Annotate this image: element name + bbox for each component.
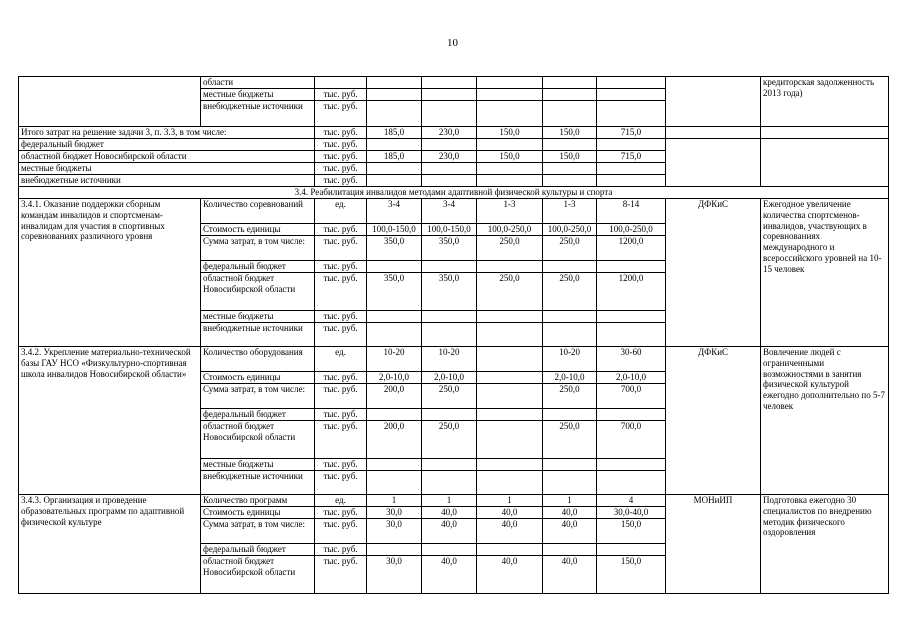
value-cell: 40,0 (543, 556, 597, 594)
indicator-cell: Сумма затрат, в том числе: (201, 236, 315, 261)
value-cell: 40,0 (543, 519, 597, 544)
unit-cell (315, 77, 367, 89)
value-cell: 10-20 (543, 347, 597, 372)
value-cell: 350,0 (422, 273, 477, 311)
value-cell (543, 323, 597, 347)
indicator-cell: областной бюджет Новосибирской области (201, 273, 315, 311)
value-cell (477, 261, 543, 273)
totals-label-cell: местные бюджеты (19, 163, 315, 175)
unit-cell: тыс. руб. (315, 139, 367, 151)
totals-label-cell: Итого затрат на решение задачи 3, п. 3.3, в том числе: (19, 127, 315, 139)
value-cell: 200,0 (367, 384, 422, 409)
measure-name-cell (19, 77, 201, 127)
executor-cell (666, 77, 761, 127)
indicator-cell: Количество соревнований (201, 199, 315, 224)
value-cell (477, 421, 543, 459)
unit-cell: тыс. руб. (315, 273, 367, 311)
value-cell (597, 544, 666, 556)
value-cell: 250,0 (477, 273, 543, 311)
value-cell (477, 372, 543, 384)
value-cell (422, 163, 477, 175)
value-cell: 185,0 (367, 151, 422, 163)
value-cell (597, 459, 666, 471)
value-cell (422, 261, 477, 273)
value-cell: 150,0 (543, 151, 597, 163)
value-cell (543, 409, 597, 421)
result-cell: Ежегодное увеличение количества спортсменов-инвалидов, участвующих в соревнованиях международного и всероссийского уровней на 10-15 человек (761, 199, 889, 347)
unit-cell: тыс. руб. (315, 127, 367, 139)
unit-cell: тыс. руб. (315, 544, 367, 556)
indicator-cell: Стоимость единицы (201, 372, 315, 384)
value-cell (477, 77, 543, 89)
value-cell: 250,0 (543, 384, 597, 409)
value-cell: 250,0 (422, 421, 477, 459)
value-cell (422, 459, 477, 471)
value-cell: 350,0 (367, 236, 422, 261)
value-cell (543, 89, 597, 101)
table-row (19, 199, 889, 224)
table-row (19, 347, 889, 372)
value-cell (543, 163, 597, 175)
value-cell (477, 101, 543, 127)
unit-cell: тыс. руб. (315, 175, 367, 187)
value-cell (597, 261, 666, 273)
value-cell (597, 89, 666, 101)
value-cell (477, 323, 543, 347)
value-cell: 200,0 (367, 421, 422, 459)
value-cell: 2,0-10,0 (597, 372, 666, 384)
measure-name-cell: 3.4.3. Организация и проведение образовательных программ по адаптивной физической культуре (19, 495, 201, 594)
unit-cell: тыс. руб. (315, 471, 367, 495)
value-cell: 100,0-250,0 (597, 224, 666, 236)
value-cell: 3-4 (422, 199, 477, 224)
value-cell (477, 163, 543, 175)
value-cell (367, 544, 422, 556)
value-cell: 10-20 (367, 347, 422, 372)
indicator-cell: местные бюджеты (201, 459, 315, 471)
indicator-cell: Количество оборудования (201, 347, 315, 372)
totals-label-cell: областной бюджет Новосибирской области (19, 151, 315, 163)
unit-cell: тыс. руб. (315, 311, 367, 323)
value-cell (367, 163, 422, 175)
result-cell (761, 139, 889, 187)
value-cell: 40,0 (422, 556, 477, 594)
table-row (19, 139, 889, 151)
result-cell: Вовлечение людей с ограниченными возможностями в занятия физической культурой ежегодно дополнительно по 5-7 человек (761, 347, 889, 495)
unit-cell: тыс. руб. (315, 384, 367, 409)
unit-cell: тыс. руб. (315, 236, 367, 261)
unit-cell: тыс. руб. (315, 421, 367, 459)
budget-table (18, 76, 889, 594)
value-cell: 40,0 (422, 519, 477, 544)
value-cell: 250,0 (543, 236, 597, 261)
indicator-cell: внебюджетные источники (201, 471, 315, 495)
indicator-cell: федеральный бюджет (201, 409, 315, 421)
value-cell: 30,0 (367, 556, 422, 594)
value-cell (477, 544, 543, 556)
value-cell: 30,0 (367, 519, 422, 544)
value-cell (367, 101, 422, 127)
value-cell: 10-20 (422, 347, 477, 372)
value-cell: 185,0 (367, 127, 422, 139)
value-cell (367, 261, 422, 273)
unit-cell: ед. (315, 495, 367, 507)
value-cell: 150,0 (543, 127, 597, 139)
value-cell: 230,0 (422, 127, 477, 139)
value-cell: 1 (543, 495, 597, 507)
value-cell (367, 311, 422, 323)
indicator-cell: Количество программ (201, 495, 315, 507)
value-cell (543, 101, 597, 127)
value-cell (367, 175, 422, 187)
value-cell (543, 77, 597, 89)
unit-cell: тыс. руб. (315, 224, 367, 236)
section-title: 3.4. Реабилитация инвалидов методами адаптивной физической культуры и спорта (19, 187, 889, 199)
indicator-cell: Сумма затрат, в том числе: (201, 519, 315, 544)
indicator-cell: федеральный бюджет (201, 261, 315, 273)
value-cell: 40,0 (477, 519, 543, 544)
value-cell: 100,0-250,0 (477, 224, 543, 236)
value-cell: 30,0-40,0 (597, 507, 666, 519)
result-cell: кредиторская задолженность 2013 года) (761, 77, 889, 127)
value-cell (543, 471, 597, 495)
value-cell (477, 139, 543, 151)
value-cell (422, 311, 477, 323)
value-cell: 40,0 (477, 507, 543, 519)
value-cell: 150,0 (597, 556, 666, 594)
value-cell: 1 (422, 495, 477, 507)
unit-cell: тыс. руб. (315, 323, 367, 347)
unit-cell: ед. (315, 199, 367, 224)
indicator-cell: областной бюджет Новосибирской области (201, 421, 315, 459)
value-cell: 700,0 (597, 421, 666, 459)
value-cell: 1 (367, 495, 422, 507)
value-cell: 100,0-150,0 (367, 224, 422, 236)
value-cell (597, 139, 666, 151)
value-cell (543, 459, 597, 471)
table-row (19, 495, 889, 507)
value-cell (477, 347, 543, 372)
unit-cell: тыс. руб. (315, 89, 367, 101)
indicator-cell: местные бюджеты (201, 89, 315, 101)
executor-cell (666, 139, 761, 187)
value-cell (367, 139, 422, 151)
value-cell (422, 89, 477, 101)
value-cell (477, 459, 543, 471)
value-cell: 350,0 (367, 273, 422, 311)
value-cell (422, 101, 477, 127)
value-cell: 8-14 (597, 199, 666, 224)
value-cell: 40,0 (422, 507, 477, 519)
result-cell: Подготовка ежегодно 30 специалистов по внедрению методик физического оздоровления (761, 495, 889, 594)
value-cell (543, 261, 597, 273)
value-cell: 250,0 (477, 236, 543, 261)
value-cell: 350,0 (422, 236, 477, 261)
unit-cell: тыс. руб. (315, 372, 367, 384)
value-cell (422, 77, 477, 89)
unit-cell: тыс. руб. (315, 409, 367, 421)
executor-cell (666, 127, 761, 139)
result-cell (761, 127, 889, 139)
value-cell: 40,0 (543, 507, 597, 519)
executor-cell: МОНиИП (666, 495, 761, 594)
value-cell: 2,0-10,0 (367, 372, 422, 384)
table-row (19, 187, 889, 199)
indicator-cell: Сумма затрат, в том числе: (201, 384, 315, 409)
unit-cell: тыс. руб. (315, 261, 367, 273)
indicator-cell: областной бюджет Новосибирской области (201, 556, 315, 594)
value-cell (477, 175, 543, 187)
value-cell (422, 471, 477, 495)
value-cell: 150,0 (597, 519, 666, 544)
value-cell (477, 409, 543, 421)
value-cell (597, 101, 666, 127)
unit-cell: тыс. руб. (315, 101, 367, 127)
table-row (19, 77, 889, 89)
value-cell (477, 471, 543, 495)
value-cell: 30-60 (597, 347, 666, 372)
page-number: 10 (447, 37, 458, 49)
value-cell (422, 544, 477, 556)
value-cell (422, 139, 477, 151)
totals-label-cell: внебюджетные источники (19, 175, 315, 187)
value-cell: 1-3 (477, 199, 543, 224)
value-cell: 1200,0 (597, 236, 666, 261)
measure-name-cell: 3.4.1. Оказание поддержки сборным командам инвалидов и спортсменам-инвалидам для участия в спортивных соревнованиях различного уровня (19, 199, 201, 347)
totals-label-cell: федеральный бюджет (19, 139, 315, 151)
value-cell (367, 89, 422, 101)
value-cell: 1200,0 (597, 273, 666, 311)
value-cell: 1 (477, 495, 543, 507)
value-cell: 3-4 (367, 199, 422, 224)
value-cell (597, 163, 666, 175)
value-cell (367, 323, 422, 347)
value-cell (367, 409, 422, 421)
indicator-cell: федеральный бюджет (201, 544, 315, 556)
indicator-cell: Стоимость единицы (201, 224, 315, 236)
value-cell: 250,0 (543, 421, 597, 459)
value-cell: 2,0-10,0 (422, 372, 477, 384)
value-cell (422, 175, 477, 187)
value-cell (422, 409, 477, 421)
unit-cell: тыс. руб. (315, 556, 367, 594)
value-cell: 700,0 (597, 384, 666, 409)
value-cell: 40,0 (477, 556, 543, 594)
value-cell (597, 77, 666, 89)
value-cell: 30,0 (367, 507, 422, 519)
value-cell: 2,0-10,0 (543, 372, 597, 384)
value-cell: 1-3 (543, 199, 597, 224)
value-cell (367, 459, 422, 471)
indicator-cell: области (201, 77, 315, 89)
unit-cell: тыс. руб. (315, 151, 367, 163)
value-cell (367, 471, 422, 495)
value-cell: 4 (597, 495, 666, 507)
indicator-cell: внебюджетные источники (201, 101, 315, 127)
value-cell: 150,0 (477, 127, 543, 139)
unit-cell: тыс. руб. (315, 507, 367, 519)
value-cell (597, 175, 666, 187)
indicator-cell: внебюджетные источники (201, 323, 315, 347)
value-cell (543, 544, 597, 556)
value-cell (543, 311, 597, 323)
unit-cell: тыс. руб. (315, 459, 367, 471)
value-cell: 230,0 (422, 151, 477, 163)
value-cell (543, 175, 597, 187)
value-cell (597, 409, 666, 421)
value-cell (477, 89, 543, 101)
value-cell: 250,0 (543, 273, 597, 311)
value-cell (597, 311, 666, 323)
measure-name-cell: 3.4.2. Укрепление материально-технической базы ГАУ НСО «Физкультурно-спортивная школа инвалидов Новосибирской области» (19, 347, 201, 495)
unit-cell: тыс. руб. (315, 163, 367, 175)
executor-cell: ДФКиС (666, 347, 761, 495)
value-cell (543, 139, 597, 151)
value-cell: 100,0-150,0 (422, 224, 477, 236)
value-cell (477, 311, 543, 323)
unit-cell: тыс. руб. (315, 519, 367, 544)
value-cell: 150,0 (477, 151, 543, 163)
value-cell (597, 323, 666, 347)
value-cell (367, 77, 422, 89)
value-cell: 715,0 (597, 127, 666, 139)
unit-cell: ед. (315, 347, 367, 372)
value-cell: 715,0 (597, 151, 666, 163)
table-row (19, 127, 889, 139)
indicator-cell: Стоимость единицы (201, 507, 315, 519)
executor-cell: ДФКиС (666, 199, 761, 347)
value-cell: 250,0 (422, 384, 477, 409)
value-cell (597, 471, 666, 495)
value-cell: 100,0-250,0 (543, 224, 597, 236)
indicator-cell: местные бюджеты (201, 311, 315, 323)
value-cell (422, 323, 477, 347)
value-cell (477, 384, 543, 409)
